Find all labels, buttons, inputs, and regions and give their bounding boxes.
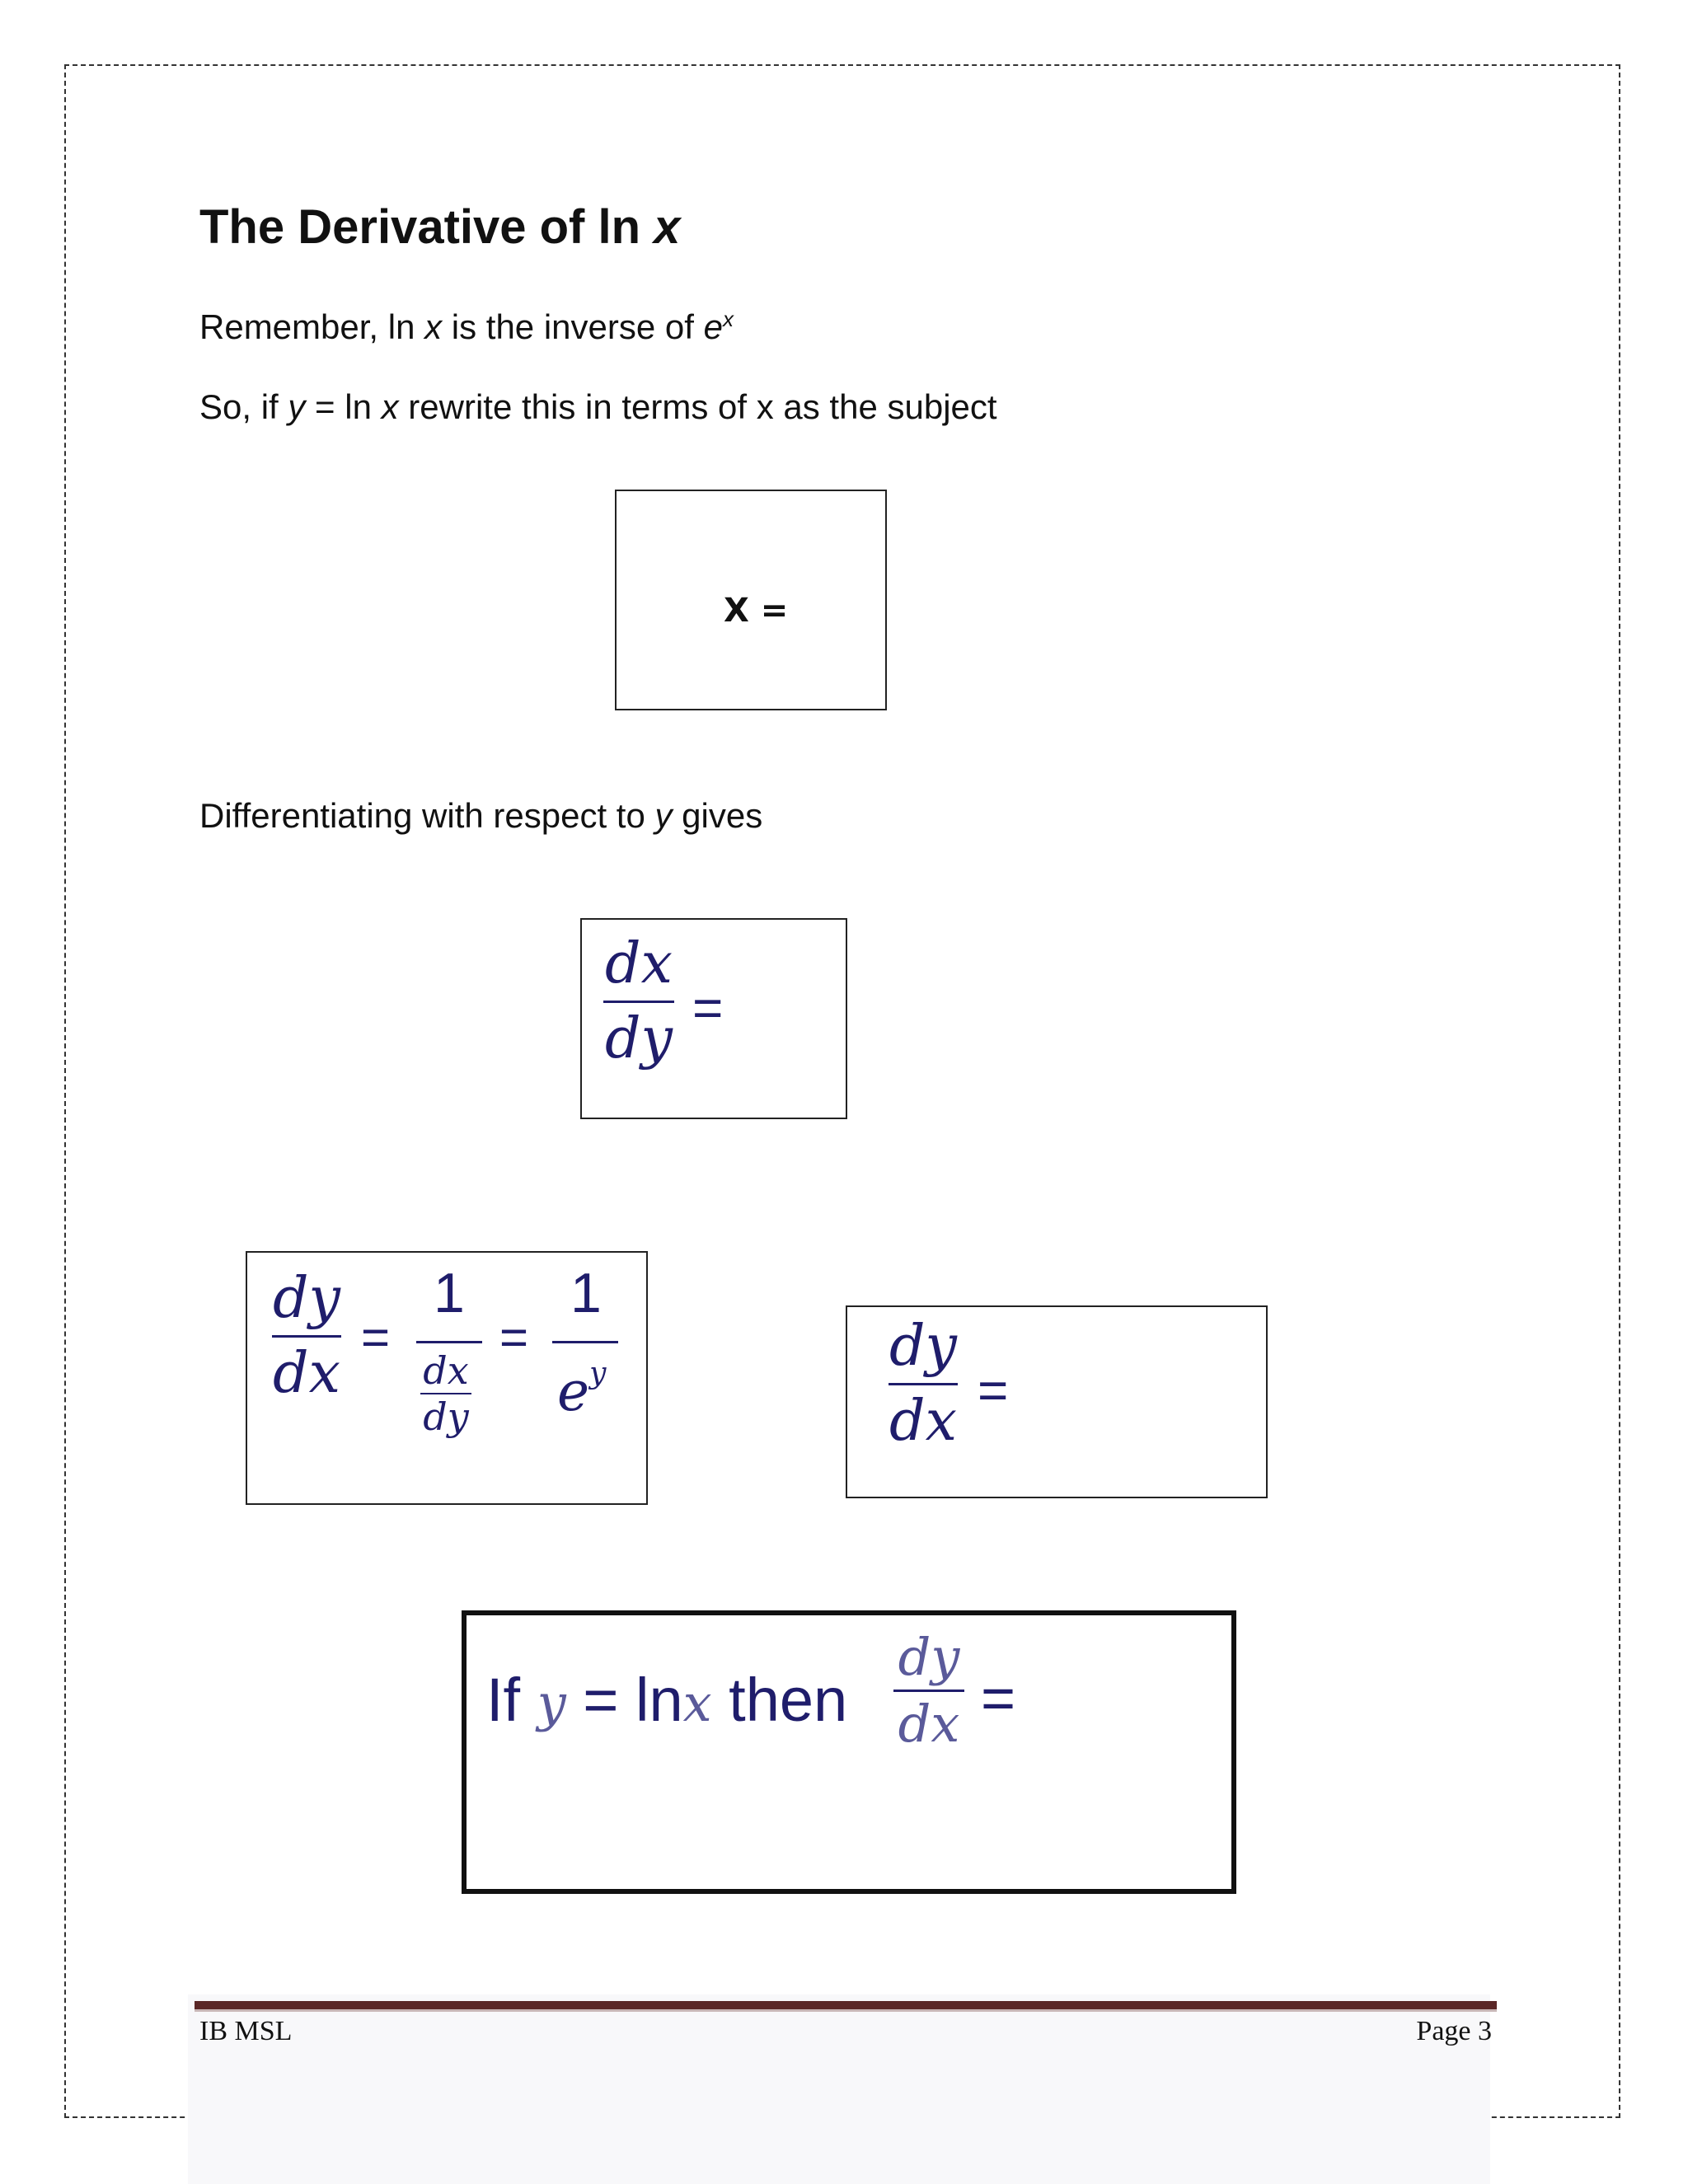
chain-bar-1: [415, 1341, 483, 1343]
dydx-fraction: dy dx: [889, 1314, 957, 1454]
dxdy-fraction: dx dy: [603, 936, 674, 1067]
chain-one-1: 1: [434, 1262, 465, 1324]
footer-course: IB MSL: [199, 2016, 293, 2046]
remember-line: Remember, ln x is the inverse of $e^x$: [199, 307, 734, 346]
dydx-equals: =: [978, 1361, 1009, 1420]
dxdy-equals: =: [692, 978, 724, 1038]
conclusion-dydx-fraction: dy dx: [893, 1632, 964, 1750]
conclusion-box[interactable]: [462, 1610, 1236, 1894]
footer-page-number: Page 3: [1416, 2016, 1492, 2046]
rewrite-line: So, if y = ln x rewrite this in terms of x as the subject: [199, 387, 997, 426]
conclusion-statement: If y = lnx then: [486, 1666, 848, 1734]
chain-equals-2: =: [499, 1310, 529, 1365]
chain-e-to-y: e y: [557, 1357, 607, 1423]
page-title: The Derivative of ln x: [199, 200, 681, 254]
chain-equals-1: =: [361, 1310, 391, 1365]
footer-rule: [195, 2001, 1497, 2012]
chain-bar-2: [552, 1341, 618, 1343]
bottom-shade: [188, 1994, 1490, 2184]
chain-one-2: 1: [570, 1262, 602, 1324]
differentiating-line: Differentiating with respect to y gives: [199, 796, 763, 835]
chain-dydx-fraction: dy dx: [273, 1266, 340, 1406]
x-equals-label: X =: [724, 592, 789, 630]
conclusion-equals: =: [981, 1666, 1016, 1732]
chain-inner-fraction: dx dy: [420, 1352, 471, 1436]
